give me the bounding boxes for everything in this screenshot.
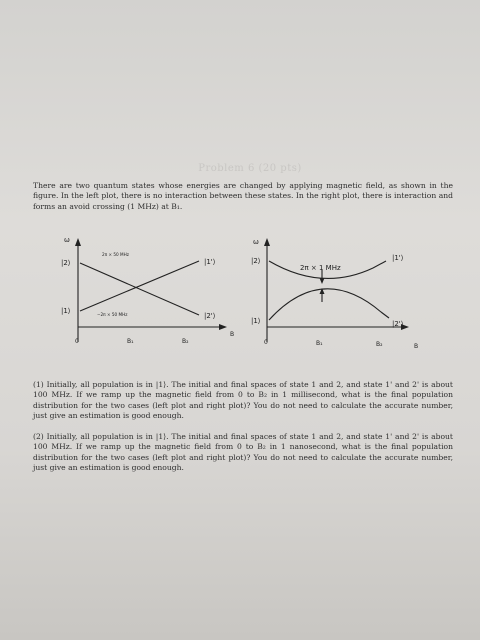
left-state-1: |1⟩ (61, 307, 71, 315)
left-state-1p: |1'⟩ (204, 258, 216, 266)
right-state-2p: |2'⟩ (392, 320, 404, 328)
intro-paragraph: There are two quantum states whose energies are changed by applying magnetic field, as shown in the figure. In the left plot, there is no interaction between these states. In the right plot, there is interaction and forms an avoid crossing (1 MHz) at B₁. (33, 181, 453, 211)
right-y-arrow (264, 238, 270, 246)
gap-arrow-down-head (320, 278, 325, 284)
question-1: (1) Initially, all population is in |1⟩. The initial and final spaces of state 1 and 2, and state 1' and 2' is about 100 MHz. If we ramp up the magnetic field from 0 to B₂ in 1 millisecond, what is the final population distribution for the two cases (left plot and right plot)? You do not need to calculate the accurate number, just give an estimation is good enough. (33, 380, 453, 420)
left-state-2p: |2'⟩ (204, 312, 216, 320)
right-gap-label: 2π × 1 MHz (300, 264, 341, 272)
right-state-2: |2⟩ (251, 257, 261, 265)
right-state-1p: |1'⟩ (392, 254, 404, 262)
right-y-label: ω (253, 238, 259, 246)
left-slope-up-label: 2π × 50 MHz (102, 252, 129, 257)
right-tick-b2: B₂ (376, 341, 383, 348)
left-tick-b1: B₁ (127, 338, 134, 345)
left-origin: 0 (75, 338, 79, 345)
right-lower-branch (269, 289, 389, 320)
right-tick-b1: B₁ (316, 340, 323, 347)
faded-heading: Problem 6 (20 pts) (198, 163, 302, 174)
question-2: (2) Initially, all population is in |1⟩. The initial and final spaces of state 1 and 2, and state 1' and 2' is about 100 MHz. If we ramp up the magnetic field from 0 to B₂ in 1 nanosecond, what is the final population distribution for the two cases (left plot and right plot)? You do not need to calculate the accurate number, just give an estimation is good enough. (33, 432, 453, 472)
right-origin: 0 (264, 339, 268, 346)
right-state-1: |1⟩ (251, 317, 261, 325)
left-state-2: |2⟩ (61, 259, 71, 267)
right-x-label: B (414, 343, 419, 350)
left-x-label: B (230, 331, 235, 338)
left-slope-down-label: −2π × 50 MHz (97, 312, 128, 317)
left-tick-b2: B₂ (182, 338, 189, 345)
left-y-label: ω (64, 236, 70, 244)
